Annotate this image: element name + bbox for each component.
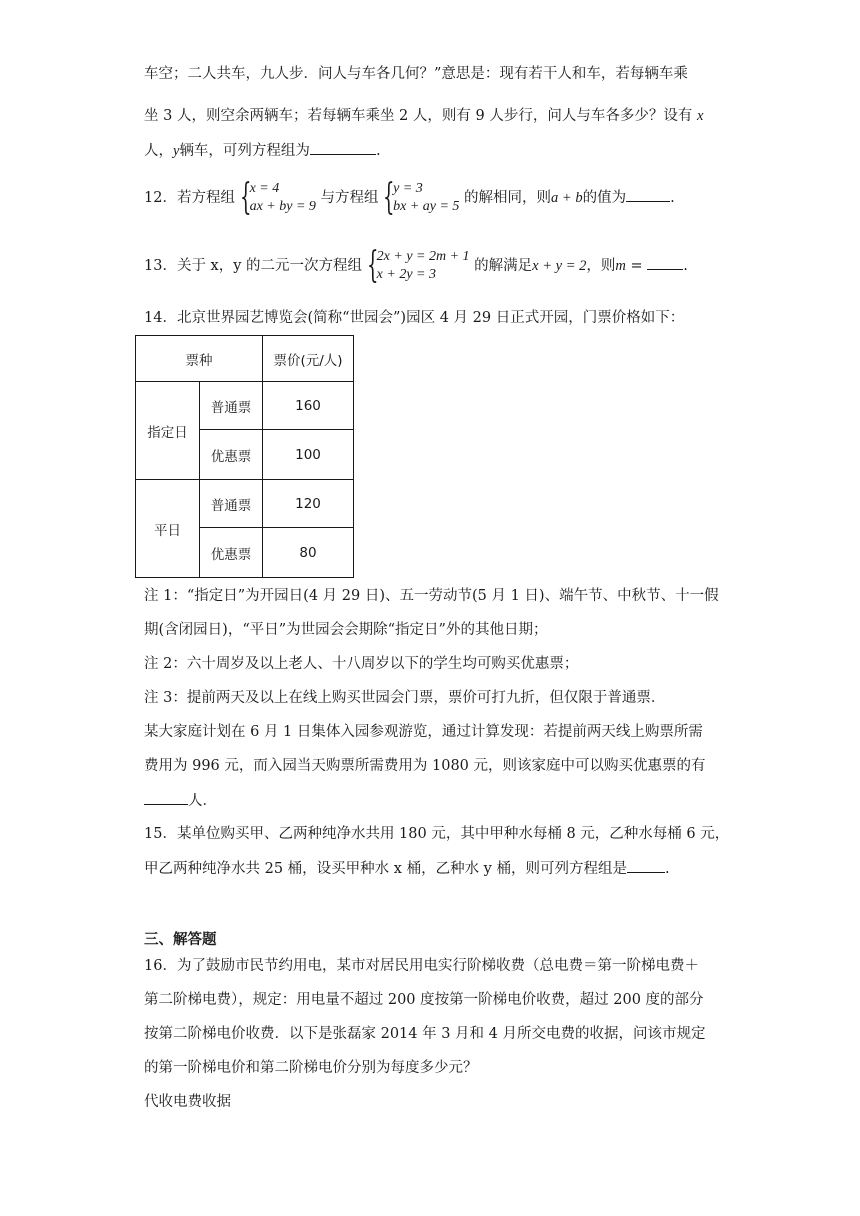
q15-answer-blank[interactable] [627,858,665,873]
q13-answer-blank[interactable] [647,255,683,270]
q15-line-1: 15．某单位购买甲、乙两种纯净水共用 180 元，其中甲种水每桶 8 元，乙种水每桶 6 元， [144,826,730,842]
table-cell-price: 120 [263,480,354,528]
q12-answer-blank[interactable] [626,187,670,202]
q14-intro: 14．北京世界园艺博览会(简称“世园会”)园区 4 月 29 日正式开园，门票价格如下： [144,310,685,326]
q12-end: . [670,190,675,206]
section-3-heading: 三、解答题 [144,932,217,948]
q11-var-x: x [696,108,704,124]
q13-condition: x + y = 2 [532,258,587,274]
table-cell-kind: 优惠票 [200,430,263,480]
q12-sys2-eq1: y = 3 [393,181,423,196]
table-group-weekday: 平日 [136,480,200,578]
q16-line-4: 的第一阶梯电价和第二阶梯电价分别为每度多少元？ [144,1060,478,1076]
q11-line-1: 车空；二人共车，九人步．问人与车各几何？”意思是：现有若干人和车，若每辆车乘 [144,66,688,82]
q16-line-5: 代收电费收据 [144,1094,231,1110]
q12-sys1-eq1: x = 4 [249,181,280,196]
q11-var-y: y [173,143,180,159]
q12 [144,178,675,218]
ticket-price-table [135,335,354,578]
q13-eq-sign: = [625,258,648,274]
q14-body-b: 费用为 996 元，而入园当天购票所需费用为 1080 元，则该家庭中可以购买优惠票的有 [144,758,706,774]
q16-line-3: 按第二阶梯电价收费．以下是张磊家 2014 年 3 月和 4 月所交电费的收据，问该市规定 [144,1026,706,1042]
q12-mid: 与方程组 [320,190,379,206]
q15-line-2-text: 甲乙两种纯净水共 25 桶，设买甲种水 x 桶，乙种水 y 桶，则可列方程组是 [144,861,627,877]
table-group-designated: 指定日 [136,382,200,480]
q12-sys1-eq2: ax + by = 9 [249,199,316,214]
q11-answer-blank[interactable] [310,140,376,155]
q14-answer-blank[interactable] [144,790,188,805]
table-header-type: 票种 [136,336,263,382]
q11-line-3-b: 辆车，可列方程组为 [179,143,310,159]
q12-tail-b: 的值为 [582,190,627,206]
table-cell-price: 100 [263,430,354,480]
table-cell-kind: 优惠票 [200,528,263,578]
q11-line-2-text: 坐 3 人，则空余两辆车；若每辆车乘坐 2 人，则有 9 人步行，问人与车各多少？设有 [144,108,693,124]
q11-line-2 [144,106,703,126]
table-cell-price: 160 [263,382,354,430]
q12-system-2 [383,177,460,218]
table-cell-price: 80 [263,528,354,578]
q14-note-3: 注 3：提前两天及以上在线上购买世园会门票，票价可打九折，但仅限于普通票． [144,690,666,706]
q11-line-3-a: 人， [144,143,173,159]
table-cell-kind: 普通票 [200,382,263,430]
q12-system-1 [239,177,316,218]
q14-note-2: 注 2：六十周岁及以上老人、十八周岁以下的学生均可购买优惠票； [144,656,579,672]
q14-body-c-text: 人． [188,793,217,809]
q12-tail-a: 的解相同，则 [464,190,552,206]
q16-line-2: 第二阶梯电费），规定：用电量不超过 200 度按第一阶梯电价收费，超过 200 度的部分 [144,992,704,1008]
q13-tail-b: ，则 [586,258,616,274]
q11-end: . [375,143,381,159]
q12-expr: a + b [551,190,583,206]
q12-prefix: 12．若方程组 [144,190,235,206]
table-header-price: 票价(元/人) [263,336,354,382]
q12-sys2-eq2: bx + ay = 5 [393,199,460,214]
q12-brace-1: { [239,177,252,218]
q16-line-1: 16．为了鼓励市民节约用电，某市对居民用电实行阶梯收费（总电费＝第一阶梯电费＋ [144,958,699,974]
q13-var-m: m [615,258,626,274]
q13-brace: { [366,245,379,286]
q14-note-1a: 注 1：“指定日”为开园日(4 月 29 日)、五一劳动节(5 月 1 日)、端午节、中秋节、十一假 [144,588,719,604]
q14-note-1b: 期(含闭园日)，“平日”为世园会会期除“指定日”外的其他日期； [144,622,548,638]
q15-line-2 [144,858,670,879]
q13-end: . [683,258,688,274]
q15-end: . [664,861,670,877]
table-cell-kind: 普通票 [200,480,263,528]
q13 [144,246,688,286]
q13-eq1: 2x + y = 2m + 1 [376,249,470,264]
q13-eq2: x + 2y = 3 [376,267,436,282]
q11-line-3 [144,140,381,161]
q13-tail-a: 的解满足 [474,258,533,274]
q14-body-a: 某大家庭计划在 6 月 1 日集体入园参观游览，通过计算发现：若提前两天线上购票所需 [144,724,703,740]
q13-prefix: 13．关于 x，y 的二元一次方程组 [144,258,363,274]
q14-body-c [144,790,217,811]
q12-brace-2: { [383,177,395,218]
q13-system [366,245,470,286]
